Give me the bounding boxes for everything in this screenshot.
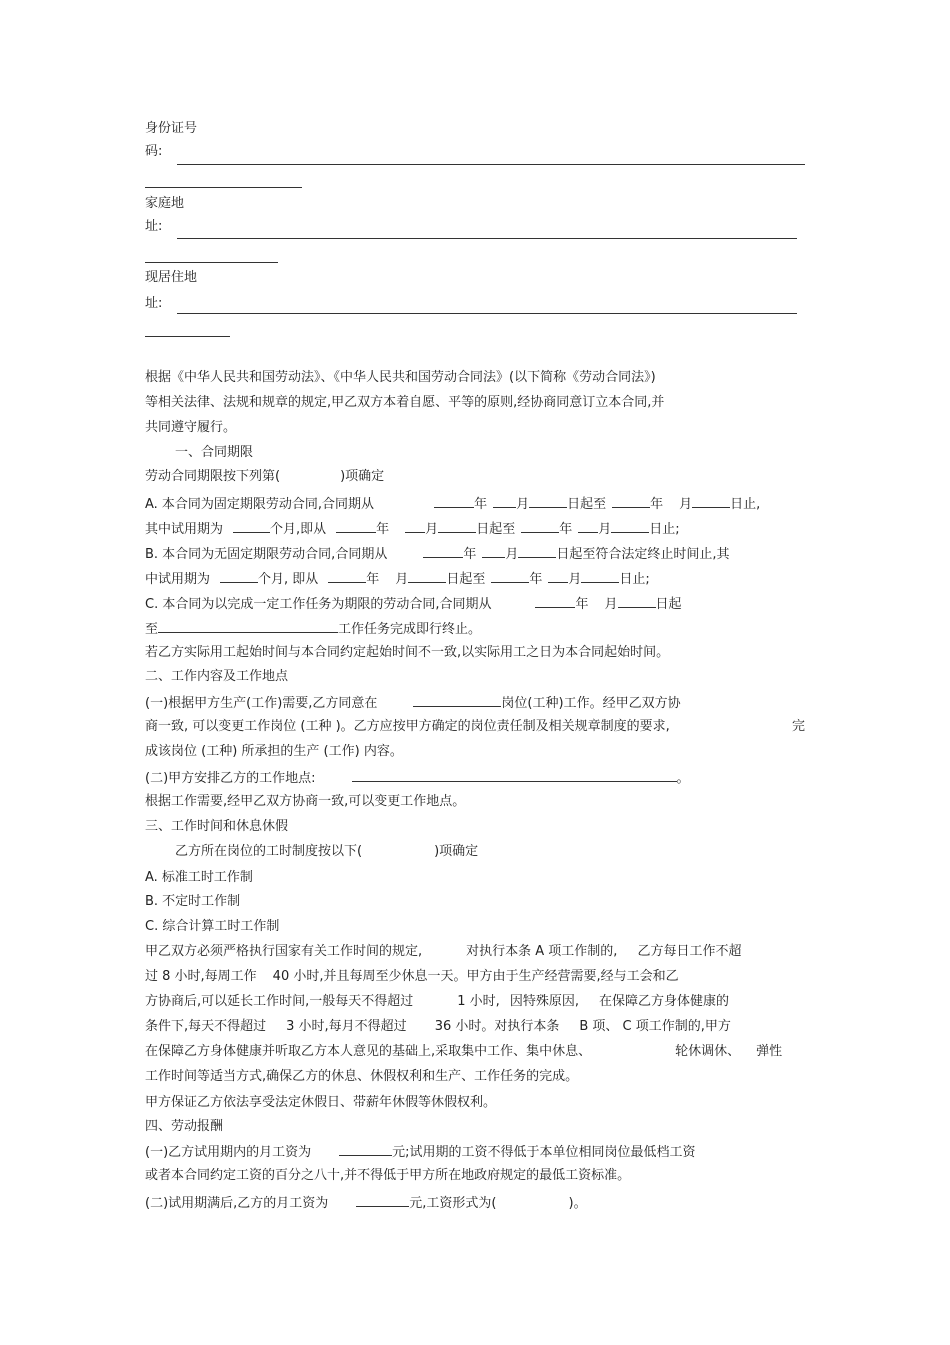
hours-l4c: 36 小时。对执行本条 (434, 1019, 560, 1034)
term-lead-b: )项确定 (340, 469, 385, 484)
option-c-end: 工作任务完成即行终止。 (338, 622, 482, 637)
blank-regular-salary[interactable] (356, 1193, 409, 1207)
workplace-end: 。 (676, 771, 690, 786)
blank-a-start-year[interactable] (434, 494, 474, 508)
pay-line-2: 或者本合同约定工资的百分之八十,并不得低于甲方所在地政府规定的最低工资标准。 (145, 1168, 631, 1183)
blank-a-prob-end-month[interactable] (578, 519, 598, 533)
year-label: 年 (559, 522, 573, 537)
hours-line-2 (145, 968, 679, 986)
blank-a-end-day[interactable] (692, 494, 730, 508)
blank-b-prob-end-year[interactable] (491, 569, 529, 583)
hours-line-5 (145, 1043, 782, 1061)
section-3-title: 三、工作时间和休息休假 (145, 819, 289, 834)
pay-form-label: 元,工资形式为( (409, 1196, 497, 1211)
id-number-field-line[interactable] (177, 164, 805, 165)
intro-line-2: 等相关法律、法规和规章的规定,甲乙双方本着自愿、平等的原则,经协商同意订立本合同,并 (145, 395, 665, 410)
hours-option-c: C. 综合计算工时工作制 (145, 919, 280, 934)
blank-a-probation-months[interactable] (233, 519, 270, 533)
hours-lead (175, 843, 478, 861)
blank-a-prob-start-month[interactable] (405, 519, 425, 533)
year-label: 年 (650, 497, 664, 512)
option-b-line-2 (145, 569, 650, 589)
until-end-label: 日止; (619, 572, 650, 587)
option-c-tail: 日起 (655, 597, 682, 612)
section-1-title: 一、合同期限 (175, 445, 254, 460)
option-a-line-2 (145, 519, 680, 539)
from-label: 日起至 (446, 572, 486, 587)
month-label: 月 (505, 547, 519, 562)
term-lead-a: 劳动合同期限按下列第( (145, 469, 281, 484)
pay-trial-text: 元;试用期的工资不得低于本单位相同岗位最低档工资 (392, 1145, 696, 1160)
hours-line-6: 工作时间等适当方式,确保乙方的休息、休假权利和生产、工作任务的完成。 (145, 1069, 579, 1084)
hours-l1c: 乙方每日工作不超 (637, 944, 742, 959)
current-address-field-line[interactable] (177, 313, 797, 314)
blank-workplace[interactable] (352, 768, 677, 782)
workplace-note: 根据工作需要,经甲乙双方协商一致,可以变更工作地点。 (145, 794, 466, 809)
month-label: 月 (395, 572, 409, 587)
blank-b-start-month[interactable] (482, 544, 505, 558)
hours-l3b: 1 小时, (457, 994, 500, 1009)
home-address-field-line-2[interactable] (145, 262, 278, 263)
blank-b-start-year[interactable] (423, 544, 463, 558)
id-number-field-line-2[interactable] (145, 187, 302, 188)
from-label: 日起至 (476, 522, 516, 537)
id-number-label-1: 身份证号 (145, 121, 198, 136)
job-line-2-end: 完 (792, 719, 806, 734)
month-label: 月 (568, 572, 582, 587)
month-label: 月 (598, 522, 612, 537)
blank-a-prob-start-year[interactable] (336, 519, 376, 533)
hours-lead-a: 乙方所在岗位的工时制度按以下( (175, 844, 363, 859)
blank-a-start-month[interactable] (493, 494, 516, 508)
hours-l4a: 条件下,每天不得超过 (145, 1019, 267, 1034)
hours-option-b: B. 不定时工作制 (145, 894, 241, 909)
section-2-title: 二、工作内容及工作地点 (145, 669, 289, 684)
pay-form-end: )。 (568, 1196, 587, 1211)
blank-c-start-year[interactable] (535, 594, 575, 608)
blank-b-prob-start-day[interactable] (408, 569, 446, 583)
hours-l2b: 40 小时,并且每周至少休息一天。甲方由于生产经营需要,经与工会和乙 (272, 969, 679, 984)
hours-l4b: 3 小时,每月不得超过 (286, 1019, 407, 1034)
workplace-line (145, 768, 690, 788)
section-4-title: 四、劳动报酬 (145, 1119, 224, 1134)
until-label: 日止, (730, 497, 761, 512)
option-c-text: C. 本合同为以完成一定工作任务为期限的劳动合同,合同期从 (145, 597, 492, 612)
month-label: 月 (679, 497, 693, 512)
pay-line-3 (145, 1193, 587, 1213)
year-label: 年 (575, 597, 589, 612)
hours-l3c: 因特殊原因, (509, 994, 579, 1009)
job-line-1 (145, 693, 681, 713)
from-label: 日起至 (567, 497, 607, 512)
hours-line-1 (145, 943, 741, 961)
option-c-line-2 (145, 619, 481, 639)
current-address-field-line-2[interactable] (145, 336, 230, 337)
month-label: 月 (425, 522, 439, 537)
current-address-label-1: 现居住地 (145, 270, 198, 285)
probation-label: 其中试用期为 (145, 522, 224, 537)
blank-a-end-year[interactable] (612, 494, 650, 508)
option-c-line-1 (145, 594, 682, 614)
year-label: 年 (376, 522, 390, 537)
job-text-a: (一)根据甲方生产(工作)需要,乙方同意在 (145, 696, 378, 711)
option-a-line-1 (145, 494, 760, 514)
hours-l1a: 甲乙双方必须严格执行国家有关工作时间的规定, (145, 944, 423, 959)
blank-b-prob-end-month[interactable] (548, 569, 568, 583)
blank-c-task[interactable] (158, 619, 338, 633)
job-text-b: 岗位(工种)工作。经甲乙双方协 (501, 696, 681, 711)
hours-l3a: 方协商后,可以延长工作时间,一般每天不得超过 (145, 994, 414, 1009)
blank-a-prob-end-year[interactable] (521, 519, 559, 533)
workplace-label: (二)甲方安排乙方的工作地点: (145, 771, 316, 786)
until-end-label: 日止; (649, 522, 680, 537)
hours-line-7: 甲方保证乙方依法享受法定休假日、带薪年休假等休假权利。 (145, 1095, 497, 1110)
hours-line-3 (145, 993, 729, 1011)
term-note: 若乙方实际用工起始时间与本合同约定起始时间不一致,以实际用工之日为本合同起始时间。 (145, 645, 670, 660)
hours-l5a: 在保障乙方身体健康并听取乙方本人意见的基础上,采取集中工作、集中休息、 (145, 1044, 592, 1059)
year-label: 年 (474, 497, 488, 512)
blank-b-start-day[interactable] (518, 544, 556, 558)
months-from-label: 个月,即从 (270, 522, 327, 537)
pay-regular-label: (二)试用期满后,乙方的月工资为 (145, 1196, 329, 1211)
pay-line-1 (145, 1142, 696, 1162)
blank-trial-salary[interactable] (339, 1142, 392, 1156)
hours-line-4 (145, 1018, 731, 1036)
home-address-field-line[interactable] (177, 238, 797, 239)
hours-l1b: 对执行本条 A 项工作制的, (466, 944, 618, 959)
intro-line-3: 共同遵守履行。 (145, 420, 237, 435)
home-address-label-2: 址: (145, 219, 163, 234)
blank-b-prob-end-day[interactable] (581, 569, 619, 583)
hours-l4d: B 项、 C 项工作制的,甲方 (579, 1019, 731, 1034)
blank-job-position[interactable] (413, 693, 501, 707)
blank-a-prob-end-day[interactable] (611, 519, 649, 533)
current-address-label-2: 址: (145, 296, 163, 311)
hours-l3d: 在保障乙方身体健康的 (598, 994, 729, 1009)
year-label: 年 (529, 572, 543, 587)
blank-a-start-day[interactable] (529, 494, 567, 508)
job-line-2: 商一致, 可以变更工作岗位 (工种 )。乙方应按甲方确定的岗位责任制及相关规章制度的要求, (145, 719, 670, 734)
year-label: 年 (463, 547, 477, 562)
option-b-line-1 (145, 544, 730, 564)
blank-b-probation-months[interactable] (220, 569, 258, 583)
blank-b-prob-start-year[interactable] (328, 569, 366, 583)
hours-option-a: A. 标准工时工作制 (145, 870, 253, 885)
intro-line-1: 根据《中华人民共和国劳动法》、《中华人民共和国劳动合同法》(以下简称《劳动合同法》) (145, 370, 656, 385)
hours-lead-b: )项确定 (434, 844, 479, 859)
month-label: 月 (516, 497, 530, 512)
home-address-label-1: 家庭地 (145, 196, 185, 211)
blank-a-prob-start-day[interactable] (438, 519, 476, 533)
pay-trial-label: (一)乙方试用期内的月工资为 (145, 1145, 312, 1160)
probation-label-b: 中试用期为 (145, 572, 211, 587)
hours-l5c: 弹性 (756, 1044, 783, 1059)
months-from-label-b: 个月, 即从 (258, 572, 319, 587)
option-c-to: 至 (145, 622, 159, 637)
hours-l5b: 轮休调休、 (675, 1044, 741, 1059)
job-line-3: 成该岗位 (工种) 所承担的生产 (工作) 内容。 (145, 744, 403, 759)
option-a-text: A. 本合同为固定期限劳动合同,合同期从 (145, 497, 375, 512)
option-b-tail: 日起至符合法定终止时间止,其 (556, 547, 730, 562)
hours-l2a: 过 8 小时,每周工作 (145, 969, 257, 984)
year-label: 年 (366, 572, 380, 587)
blank-c-start-day[interactable] (618, 594, 656, 608)
month-label: 月 (604, 597, 618, 612)
term-lead (145, 468, 384, 486)
id-number-label-2: 码: (145, 144, 163, 159)
option-b-text: B. 本合同为无固定期限劳动合同,合同期从 (145, 547, 388, 562)
